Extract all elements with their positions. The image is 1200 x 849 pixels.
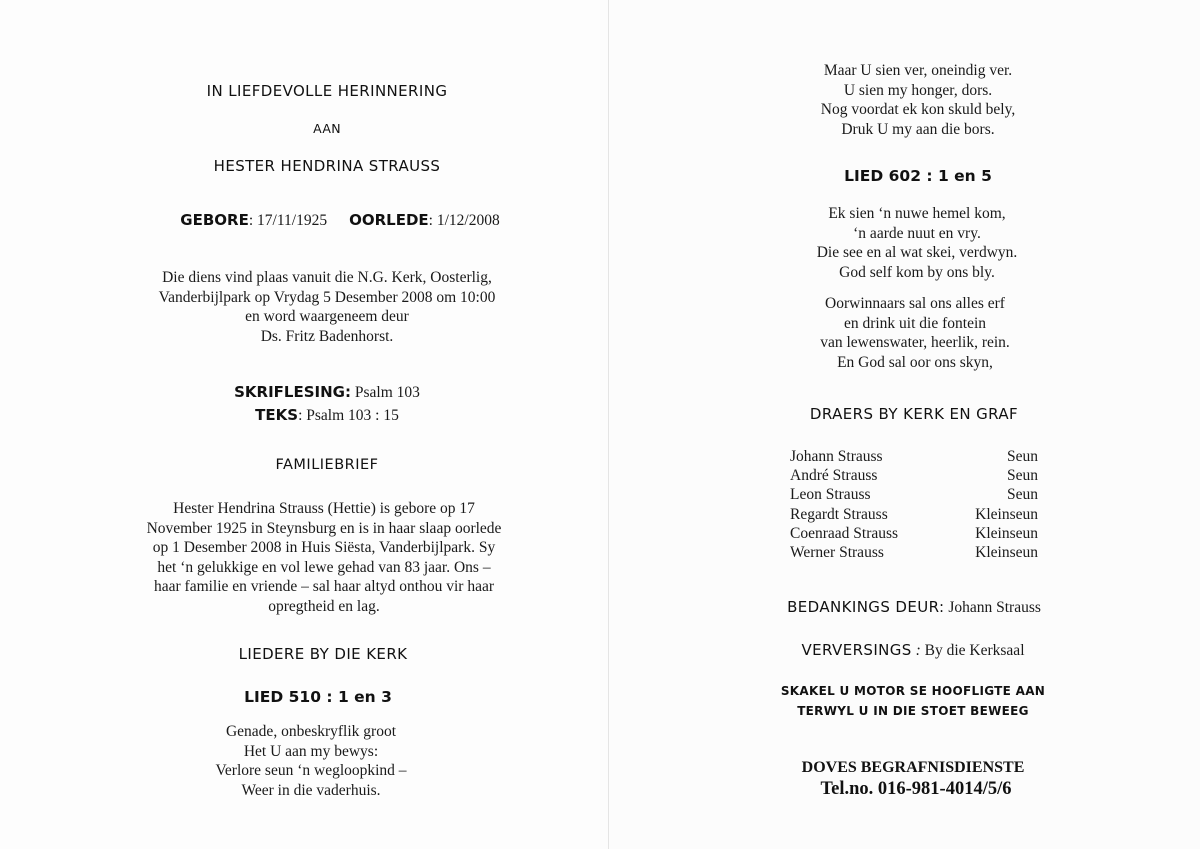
- verse-line: Nog voordat ek kon skuld bely,: [820, 101, 1016, 119]
- verse-line: Die see en al wat skei, verdwyn.: [816, 244, 1018, 262]
- verse-line: Druk U my aan die bors.: [841, 120, 995, 138]
- refreshments-colon: :: [911, 642, 921, 659]
- family-line: op 1 Desember 2008 in Huis Siësta, Vanderbijlpark. Sy: [152, 539, 496, 557]
- family-line: November 1925 in Steynsburg en is in haar slaap oorlede: [146, 519, 502, 537]
- family-line: Hester Hendrina Strauss (Hettie) is gebore op 17: [173, 500, 475, 517]
- scripture-label: SKRIFLESING:: [234, 383, 351, 401]
- verse-line: Het U aan my bewys:: [243, 742, 379, 760]
- service-line: Vanderbijlpark op Vrydag 5 Desember 2008 om 10:00: [158, 288, 496, 306]
- family-line: opregtheid en lag.: [268, 597, 380, 615]
- died-date: : 1/12/2008: [428, 212, 500, 229]
- verse-line: van lewenswater, heerlik, rein.: [820, 334, 1010, 352]
- song-510-verse-continued: [821, 61, 1015, 139]
- verse-line: Genade, onbeskryflik groot: [225, 723, 397, 740]
- bearer-name: Leon Strauss: [790, 486, 871, 503]
- verse-line: Maar U sien ver, oneindig ver.: [823, 62, 1013, 79]
- thanks-label: BEDANKINGS DEUR:: [787, 598, 945, 616]
- service-details: [159, 268, 496, 346]
- dates-line: [180, 211, 499, 230]
- bearer-relation: Seun: [1007, 448, 1038, 465]
- thanks-line: [787, 598, 1041, 617]
- bearer-relation: Kleinseun: [975, 544, 1038, 561]
- bearer-name: André Strauss: [790, 467, 878, 484]
- verse-line: en drink uit die fontein: [843, 314, 987, 332]
- song-510-verse: [215, 722, 406, 800]
- bearer-relation: Kleinseun: [975, 506, 1038, 523]
- bearer-relation: Seun: [1007, 467, 1038, 484]
- songs-heading: LIEDERE BY DIE KERK: [238, 645, 408, 663]
- family-letter-heading: FAMILIEBRIEF: [275, 457, 379, 473]
- text-value: : Psalm 103 : 15: [298, 407, 399, 424]
- scripture-reading: [234, 383, 420, 402]
- verse-line: God self kom by ons bly.: [839, 263, 995, 281]
- thanks-value: Johann Strauss: [944, 599, 1041, 616]
- died-label: OORLEDE: [349, 211, 429, 229]
- song-602-heading: LIED 602 : 1 en 5: [844, 167, 992, 185]
- verse-line: En God sal oor ons skyn,: [837, 353, 993, 371]
- bearer-name: Johann Strauss: [790, 448, 883, 465]
- bearers-heading: DRAERS BY KERK EN GRAF: [809, 405, 1019, 423]
- born-label: GEBORE: [180, 211, 249, 229]
- text-label: TEKS: [255, 406, 299, 424]
- deceased-name: HESTER HENDRINA STRAUSS: [213, 157, 441, 175]
- bearer-row: [790, 448, 1038, 467]
- refreshments-value: By die Kerksaal: [920, 642, 1025, 659]
- service-line: Die diens vind plaas vanuit die N.G. Kerk, Oosterlig,: [162, 269, 492, 286]
- headlights-notice-line-2: TERWYL U IN DIE STOET BEWEEG: [797, 704, 1029, 718]
- verse-line: U sien my honger, dors.: [843, 81, 993, 99]
- verse-line: Oorwinnaars sal ons alles erf: [825, 295, 1005, 312]
- song-602-verse-1: [817, 204, 1018, 282]
- refreshments-label: VERVERSINGS: [801, 641, 912, 659]
- family-line: het ‘n gelukkige en vol lewe gehad van 83 jaar. Ons –: [157, 558, 491, 576]
- song-602-verse-5: [820, 294, 1010, 372]
- refreshments-line: [802, 641, 1025, 660]
- verse-line: Weer in die vaderhuis.: [241, 781, 381, 799]
- bearer-row: [790, 506, 1038, 525]
- verse-line: Ek sien ‘n nuwe hemel kom,: [828, 205, 1006, 222]
- service-line: en word waargeneem deur: [245, 308, 409, 326]
- bearer-name: Werner Strauss: [790, 544, 884, 561]
- memorial-title: IN LIEFDEVOLLE HERINNERING: [206, 82, 448, 100]
- song-510-heading: LIED 510 : 1 en 3: [244, 688, 392, 706]
- undertaker-telephone: Tel.no. 016-981-4014/5/6: [820, 779, 1012, 799]
- bearer-row: [790, 486, 1038, 505]
- service-line: Ds. Fritz Badenhorst.: [260, 327, 394, 345]
- undertaker-name: DOVES BEGRAFNISDIENSTE: [801, 759, 1025, 776]
- page-fold: [608, 0, 609, 849]
- bearer-name: Regardt Strauss: [790, 506, 888, 523]
- verse-line: Verlore seun ‘n wegloopkind –: [215, 762, 407, 780]
- bearer-name: Coenraad Strauss: [790, 525, 899, 542]
- aan-label: AAN: [313, 121, 341, 136]
- sermon-text: [255, 406, 399, 425]
- born-date: : 17/11/1925: [248, 212, 328, 229]
- bearer-row: [790, 467, 1038, 486]
- bearer-row: [790, 525, 1038, 544]
- verse-line: ‘n aarde nuut en vry.: [853, 224, 981, 242]
- family-letter: [147, 499, 502, 617]
- bearer-row: [790, 544, 1038, 563]
- bearer-relation: Kleinseun: [975, 525, 1038, 542]
- family-line: haar familie en vriende – sal haar altyd onthou vir haar: [153, 578, 494, 596]
- bearer-relation: Seun: [1007, 486, 1038, 503]
- headlights-notice-line-1: SKAKEL U MOTOR SE HOOFLIGTE AAN: [780, 684, 1046, 698]
- scripture-value: Psalm 103: [350, 384, 420, 401]
